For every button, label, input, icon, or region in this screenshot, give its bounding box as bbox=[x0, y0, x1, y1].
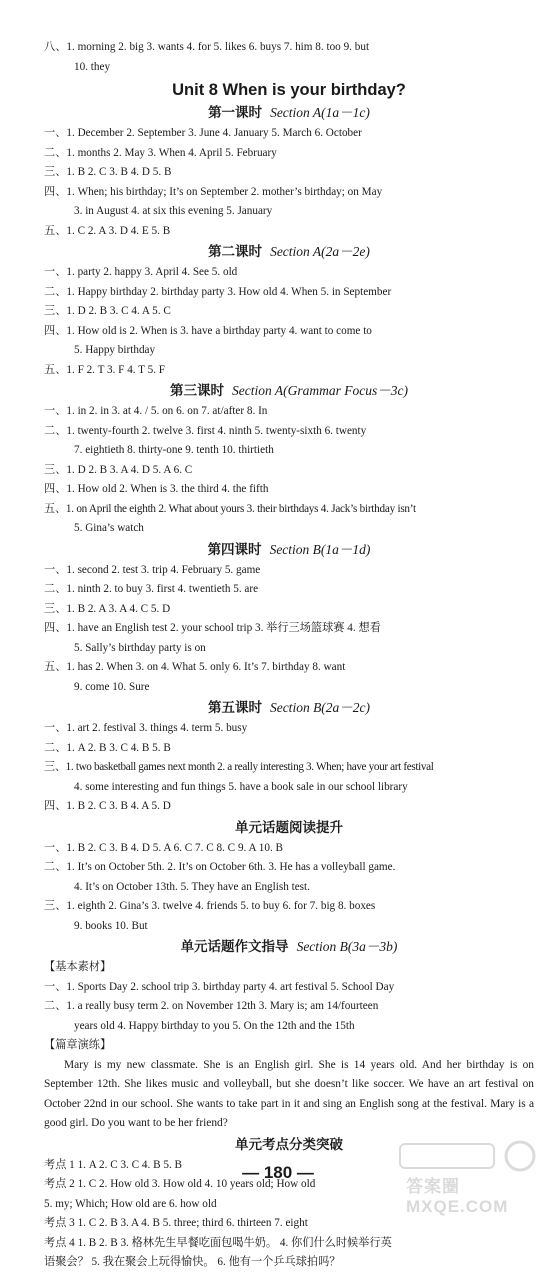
answer-line: 五、1. F 2. T 3. F 4. T 5. F bbox=[44, 363, 166, 376]
answer-line: 4. It’s on October 13th. 5. They have an English test. bbox=[74, 880, 310, 893]
answer-page bbox=[44, 38, 534, 1273]
lesson-title: 单元考点分类突破 bbox=[235, 1136, 343, 1152]
answer-line: 4. some interesting and fun things 5. have a book sale in our school library bbox=[74, 780, 408, 793]
lesson-title: 第四课时 bbox=[207, 541, 262, 557]
answer-line: 5. my; Which; How old are 6. how old bbox=[44, 1197, 217, 1210]
answer-line: 二、1. Happy birthday 2. birthday party 3. How old 4. When 5. in September bbox=[44, 285, 392, 298]
answer-line: 5. Sally’s birthday party is on bbox=[74, 641, 206, 654]
answer-line: 考点 2 1. C 2. How old 3. How old 4. 10 years old; How old bbox=[44, 1178, 316, 1191]
bracket-heading: 【篇章演练】 bbox=[44, 1039, 112, 1051]
answer-line: 四、1. have an English test 2. your school trip 3. 举行三场篮球赛 4. 想看 bbox=[44, 622, 381, 634]
section-label: Section A(2a－2e) bbox=[270, 244, 370, 259]
answer-line: 9. come 10. Sure bbox=[74, 680, 150, 693]
answer-line: 一、1. party 2. happy 3. April 4. See 5. old bbox=[44, 266, 238, 278]
answer-line: 四、1. How old is 2. When is 3. have a birthday party 4. want to come to bbox=[44, 324, 372, 337]
watermark-text: 答案圈 MXQE.COM bbox=[406, 1177, 509, 1216]
lesson-heading bbox=[44, 936, 534, 958]
sample-essay: Mary is my new classmate. She is an English girl. She is 14 years old. And her birthday is on September 12th. She likes music and volleyball, but she doesn’t like soccer. We have an art festival on October 22nd in our school. She wants to take part in it and sing an English song at the festival. Mary is a good girl. Do you want to be her friend? bbox=[44, 1058, 534, 1130]
section-label: Section B(3a－3b) bbox=[296, 939, 398, 954]
answer-line: 三、1. B 2. C 3. B 4. D 5. B bbox=[44, 166, 172, 178]
lesson-title: 单元话题作文指导 bbox=[180, 939, 289, 954]
answer-line: 三、1. D 2. B 3. C 4. A 5. C bbox=[44, 305, 171, 317]
lesson-title: 第三课时 bbox=[170, 383, 225, 398]
answer-line: 3. in August 4. at six this evening 5. January bbox=[74, 205, 273, 217]
answer-line: 一、1. in 2. in 3. at 4. / 5. on 6. on 7. at/after 8. In bbox=[44, 405, 268, 417]
answer-line: 考点 3 1. C 2. B 3. A 4. B 5. three; third 6. thirteen 7. eight bbox=[44, 1217, 308, 1230]
answer-line: 5. Gina’s watch bbox=[74, 522, 144, 534]
lesson-heading bbox=[44, 817, 534, 839]
lesson-title: 单元话题阅读提升 bbox=[235, 819, 343, 835]
answer-line: 10. they bbox=[74, 60, 111, 73]
answer-line: 五、1. on April the eighth 2. What about yours 3. their birthdays 4. Jack’s birthday isn’t bbox=[44, 502, 416, 515]
lesson-title: 第一课时 bbox=[208, 105, 263, 120]
section-label: Section A(Grammar Focus－3c) bbox=[232, 383, 408, 398]
answer-line: 考点 4 1. B 2. B 3. 格林先生早餐吃面包喝牛奶。 4. 你们什么时候举行英 bbox=[44, 1236, 392, 1249]
answer-line: 7. eightieth 8. thirty-one 9. tenth 10. thirtieth bbox=[74, 444, 274, 456]
watermark-logo bbox=[396, 1138, 546, 1216]
answer-line: 一、1. art 2. festival 3. things 4. term 5. busy bbox=[44, 722, 248, 734]
answer-line: 一、1. second 2. test 3. trip 4. February 5. game bbox=[44, 563, 261, 576]
answer-line: 二、1. It’s on October 5th. 2. It’s on October 6th. 3. He has a volleyball game. bbox=[44, 861, 396, 873]
answer-line: 四、1. B 2. C 3. B 4. A 5. D bbox=[44, 800, 171, 812]
answer-line: 二、1. twenty-fourth 2. twelve 3. first 4. ninth 5. twenty-sixth 6. twenty bbox=[44, 424, 367, 437]
answer-line: 三、1. two basketball games next month 2. a really interesting 3. When; have your art festival bbox=[44, 761, 434, 773]
unit-title: Unit 8 When is your birthday? bbox=[172, 81, 406, 99]
answer-line: 五、1. has 2. When 3. on 4. What 5. only 6. It’s 7. birthday 8. want bbox=[44, 661, 346, 673]
answer-line: 八、1. morning 2. big 3. wants 4. for 5. likes 6. buys 7. him 8. too 9. but bbox=[44, 41, 370, 53]
lesson-heading bbox=[44, 380, 534, 402]
answer-line: 一、1. December 2. September 3. June 4. January 5. March 6. October bbox=[44, 127, 362, 139]
page-number: — 180 — bbox=[242, 1163, 314, 1182]
answer-line: 语聚会？ 5. 我在聚会上玩得愉快。 6. 他有一个乒乓球拍吗？ bbox=[44, 1256, 341, 1269]
answer-line: 二、1. A 2. B 3. C 4. B 5. B bbox=[44, 741, 171, 754]
lesson-title: 第五课时 bbox=[207, 700, 262, 715]
answer-line: 五、1. C 2. A 3. D 4. E 5. B bbox=[44, 224, 171, 237]
answer-line: years old 4. Happy birthday to you 5. On the 12th and the 15th bbox=[74, 1019, 355, 1032]
section-label: Section A(1a－1c) bbox=[270, 105, 370, 120]
answer-line: 三、1. D 2. B 3. A 4. D 5. A 6. C bbox=[44, 463, 193, 476]
answer-line: 四、1. When; his birthday; It’s on September 2. mother’s birthday; on May bbox=[44, 185, 383, 198]
section-label: Section B(2a－2c) bbox=[269, 700, 371, 715]
answer-line: 二、1. ninth 2. to buy 3. first 4. twentieth 5. are bbox=[44, 583, 259, 595]
lesson-heading bbox=[44, 697, 534, 719]
answer-line: 5. Happy birthday bbox=[74, 344, 156, 356]
answer-line: 一、1. B 2. C 3. B 4. D 5. A 6. C 7. C 8. C 9. A 10. B bbox=[44, 841, 284, 854]
answer-line: 一、1. Sports Day 2. school trip 3. birthday party 4. art festival 5. School Day bbox=[44, 980, 395, 993]
bracket-heading: 【基本素材】 bbox=[44, 961, 112, 973]
answer-line: 二、1. a really busy term 2. on November 12th 3. Mary is; am 14/fourteen bbox=[44, 1000, 379, 1012]
answer-line: 四、1. How old 2. When is 3. the third 4. the fifth bbox=[44, 483, 269, 495]
answer-line: 考点 1 1. A 2. C 3. C 4. B 5. B bbox=[44, 1158, 182, 1171]
lesson-heading bbox=[44, 241, 534, 263]
answer-line: 三、1. B 2. A 3. A 4. C 5. D bbox=[44, 602, 171, 615]
lesson-heading bbox=[44, 539, 534, 561]
section-label: Section B(1a－1d) bbox=[269, 541, 371, 557]
answer-line: 三、1. eighth 2. Gina’s 3. twelve 4. friends 5. to buy 6. for 7. big 8. boxes bbox=[44, 900, 376, 912]
answer-line: 二、1. months 2. May 3. When 4. April 5. February bbox=[44, 146, 277, 159]
answer-line: 9. books 10. But bbox=[74, 919, 148, 932]
lesson-title: 第二课时 bbox=[208, 244, 263, 259]
lesson-heading bbox=[44, 102, 534, 124]
